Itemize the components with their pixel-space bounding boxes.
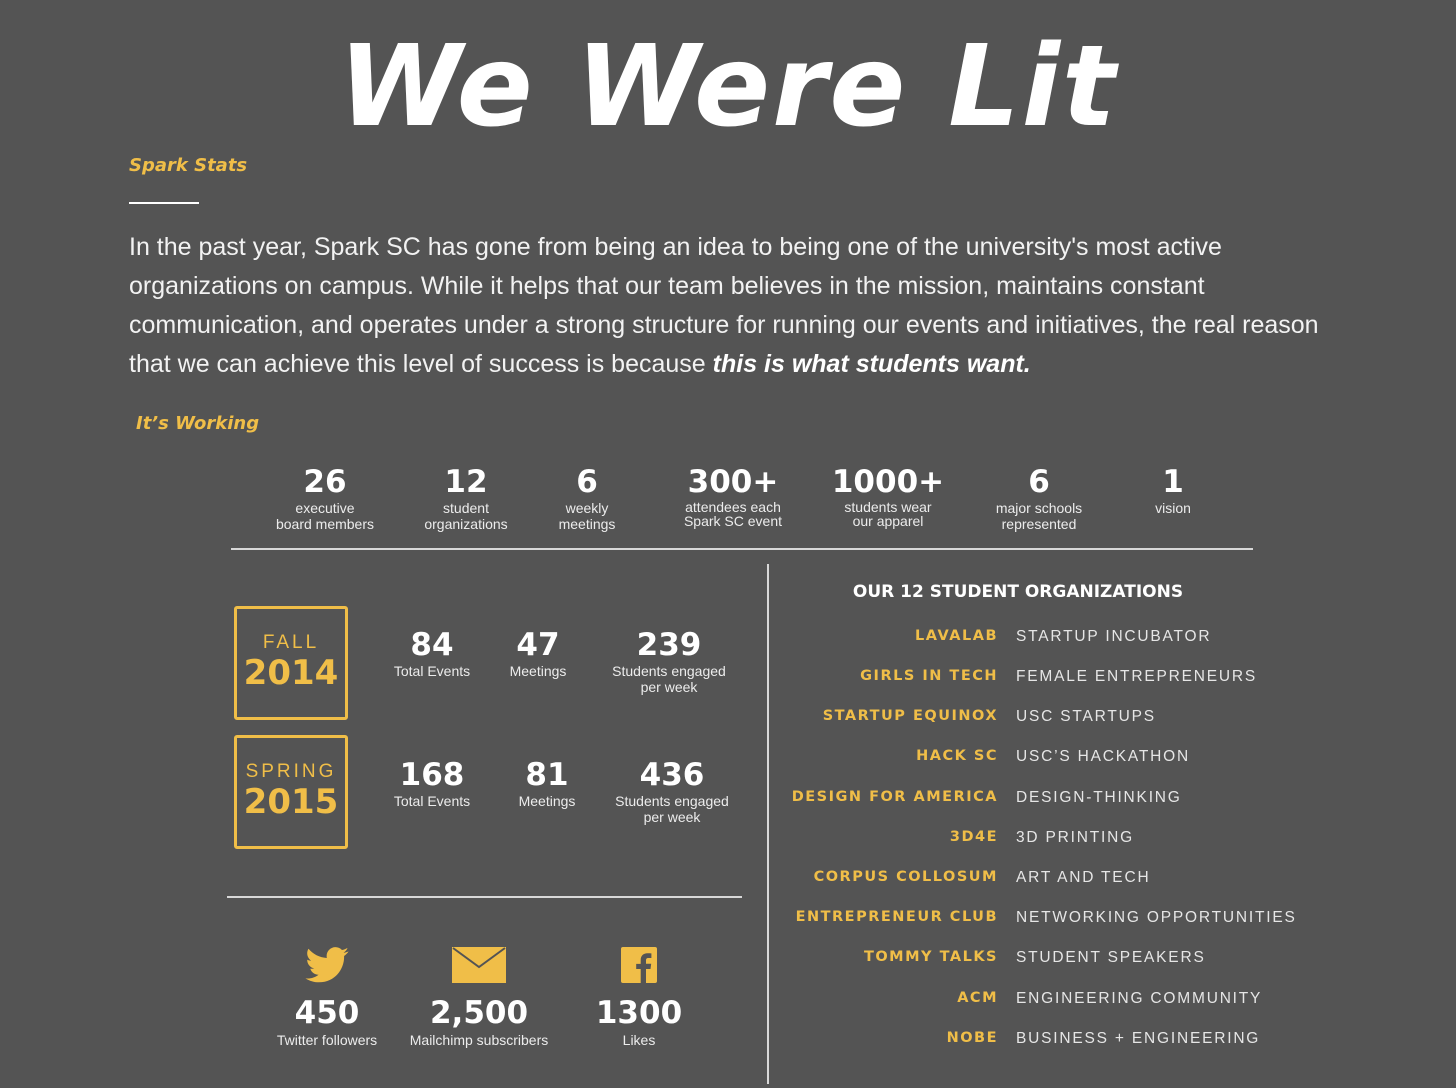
stat-student-orgs	[396, 464, 536, 532]
social-value: 450	[294, 995, 360, 1031]
social-caption: Likes	[622, 1032, 656, 1048]
season-stat-value: 436	[639, 757, 705, 793]
social-caption: Mailchimp subscribers	[409, 1032, 549, 1048]
stat-value: 1	[1162, 464, 1184, 500]
season-stat	[597, 757, 747, 825]
org-name: NOBE	[946, 1030, 998, 1046]
twitter-icon	[305, 947, 349, 983]
stat-caption: attendees each Spark SC event	[683, 499, 783, 529]
stat-value: 26	[303, 464, 347, 500]
org-row	[770, 869, 1370, 891]
divider-bottom-left	[227, 896, 742, 898]
season-stat-caption: Meetings	[518, 793, 576, 809]
org-name: GIRLS IN TECH	[860, 668, 998, 684]
intro-paragraph	[129, 228, 1349, 384]
org-row	[770, 909, 1370, 931]
stat-value: 12	[444, 464, 488, 500]
stat-weekly-meetings	[517, 464, 657, 532]
season-year: 2014	[243, 653, 339, 693]
stat-caption: major schools represented	[995, 500, 1083, 532]
social-caption: Twitter followers	[276, 1032, 378, 1048]
org-row	[770, 668, 1370, 690]
org-name: 3D4E	[949, 829, 998, 845]
org-name: STARTUP EQUINOX	[822, 708, 998, 724]
season-stat-value: 84	[410, 627, 454, 663]
stat-board-members	[255, 464, 395, 532]
org-row	[770, 829, 1370, 851]
season-badge-fall	[234, 606, 348, 720]
stat-caption: students wear our apparel	[844, 499, 932, 529]
org-name: TOMMY TALKS	[863, 949, 998, 965]
stat-attendees	[663, 464, 803, 528]
org-name: ACM	[957, 990, 998, 1006]
stat-value: 6	[576, 464, 598, 500]
season-stat-caption: Students engaged per week	[612, 663, 726, 695]
season-stat-caption: Meetings	[509, 663, 567, 679]
org-name: CORPUS COLLOSUM	[813, 869, 998, 885]
org-row	[770, 949, 1370, 971]
social-value: 1300	[595, 995, 683, 1031]
org-row	[770, 1030, 1370, 1052]
org-name: LAVALAB	[915, 628, 998, 644]
intro-text: In the past year, Spark SC has gone from being an idea to being one of the university's most active organizations on campus. While it helps that our team believes in the mission, maintains constant communication, and operates under a strong structure for running our events and initiatives, the real reason that we can achieve this level of success is because	[129, 233, 1319, 378]
org-desc: STUDENT SPEAKERS	[1016, 949, 1206, 966]
stat-value: 1000+	[831, 464, 945, 500]
spark-stats-label: Spark Stats	[129, 155, 248, 176]
org-desc: USC’S HACKATHON	[1016, 748, 1190, 765]
org-desc: USC STARTUPS	[1016, 708, 1156, 725]
season-stat-value: 239	[636, 627, 702, 663]
social-value: 2,500	[429, 995, 529, 1031]
org-desc: FEMALE ENTREPRENEURS	[1016, 668, 1257, 685]
mail-icon	[452, 947, 506, 983]
org-name: ENTREPRENEUR CLUB	[795, 909, 998, 925]
season-stat	[594, 627, 744, 695]
season-term: FALL	[262, 632, 320, 653]
org-desc: BUSINESS + ENGINEERING	[1016, 1030, 1261, 1047]
facebook-icon	[621, 947, 657, 983]
season-stat-caption: Students engaged per week	[615, 793, 729, 825]
org-desc: DESIGN-THINKING	[1016, 789, 1182, 806]
org-row	[770, 990, 1370, 1012]
season-stat-caption: Total Events	[393, 663, 471, 679]
season-stat	[463, 627, 613, 679]
divider-vertical	[767, 564, 769, 1084]
org-desc: ART AND TECH	[1016, 869, 1151, 886]
divider-top	[231, 548, 1253, 550]
stat-schools	[969, 464, 1109, 532]
season-stat-value: 168	[399, 757, 465, 793]
stat-value: 6	[1028, 464, 1050, 500]
stat-value: 300+	[687, 464, 779, 500]
season-badge-spring	[234, 735, 348, 849]
season-stat-value: 47	[516, 627, 560, 663]
org-desc: STARTUP INCUBATOR	[1016, 628, 1212, 645]
intro-emphasis: this is what students want.	[712, 350, 1031, 378]
org-row	[770, 789, 1370, 811]
org-row	[770, 748, 1370, 770]
org-desc: 3D PRINTING	[1016, 829, 1134, 846]
orgs-title: OUR 12 STUDENT ORGANIZATIONS	[852, 582, 1184, 602]
divider-short	[129, 202, 199, 204]
stat-vision	[1103, 464, 1243, 516]
org-desc: NETWORKING OPPORTUNITIES	[1016, 909, 1297, 926]
org-name: HACK SC	[916, 748, 998, 764]
page-title: We Were Lit	[338, 22, 1118, 152]
social-facebook	[539, 944, 739, 1048]
stat-caption: student organizations	[424, 500, 508, 532]
season-stat-caption: Total Events	[393, 793, 471, 809]
org-row	[770, 708, 1370, 730]
org-desc: ENGINEERING COMMUNITY	[1016, 990, 1263, 1007]
its-working-label: It’s Working	[136, 413, 260, 434]
org-row	[770, 628, 1370, 650]
season-stat-value: 81	[525, 757, 569, 793]
stat-caption: executive board members	[275, 500, 375, 532]
stat-apparel	[818, 464, 958, 528]
season-term: SPRING	[245, 761, 337, 782]
season-year: 2015	[243, 782, 339, 822]
org-name: DESIGN FOR AMERICA	[791, 789, 998, 805]
stat-caption: vision	[1155, 500, 1191, 516]
stat-caption: weekly meetings	[558, 500, 616, 532]
